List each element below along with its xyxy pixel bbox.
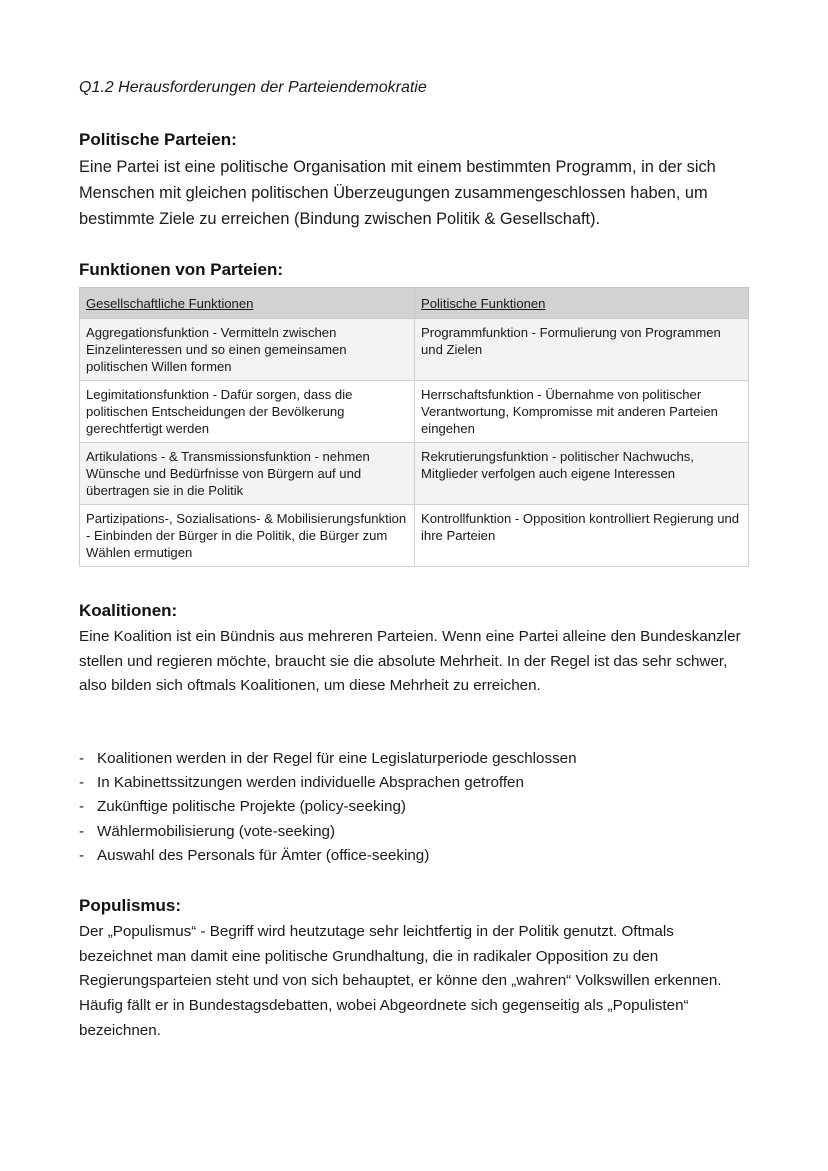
- table-row: [80, 319, 749, 381]
- bullet-dash: -: [79, 822, 85, 840]
- table-cell: Rekrutierungsfunktion - politischer Nachwuchs, Mitglieder verfolgen auch eigene Interessen: [415, 443, 749, 505]
- list-item: [79, 844, 577, 868]
- table-cell: Aggregationsfunktion - Vermitteln zwischen Einzelinteressen und so einen gemeinsamen politischen Willen formen: [80, 319, 415, 381]
- table-row: [80, 443, 749, 505]
- list-item-text: In Kabinettssitzungen werden individuelle Absprachen getroffen: [97, 774, 524, 792]
- functions-table: [79, 287, 749, 567]
- parties-text: Eine Partei ist eine politische Organisation mit einem bestimmten Programm, in der sich Menschen mit gleichen politischen Überzeugungen zusammengeschlossen haben, um bestimmte Ziele zu erreichen (Bindung zwischen Politik & Gesellschaft).: [79, 158, 716, 228]
- functions-heading: Funktionen von Parteien:: [79, 260, 284, 279]
- table-cell: Artikulations - & Transmissionsfunktion - nehmen Wünsche und Bedürfnisse von Bürgern auf und übertragen sie in die Politik: [80, 443, 415, 505]
- table-cell: Programmfunktion - Formulierung von Programmen und Zielen: [415, 319, 749, 381]
- table-row: [80, 381, 749, 443]
- list-item: [79, 747, 577, 771]
- coalitions-heading: Koalitionen:: [79, 601, 178, 620]
- coalition-bullet-list: [79, 747, 577, 868]
- bullet-dash: -: [79, 846, 85, 864]
- list-item-text: Koalitionen werden in der Regel für eine Legislaturperiode geschlossen: [97, 750, 577, 767]
- table-cell: Herrschaftsfunktion - Übernahme von politischer Verantwortung, Kompromisse mit anderen Parteien eingehen: [415, 381, 749, 443]
- column-header-social: Gesellschaftliche Funktionen: [80, 288, 415, 319]
- table-cell: Legimitationsfunktion - Dafür sorgen, dass die politischen Entscheidungen der Bevölkerung gerechtfertigt werden: [80, 381, 415, 443]
- table-row: [80, 505, 749, 567]
- populism-text: Der „Populismus“ - Begriff wird heutzutage sehr leichtfertig in der Politik genutzt. Oftmals bezeichnet man damit eine politische Grundhaltung, die in radikaler Opposition zu den Regierungsparteien steht und von sich behauptet, er könne den „wahren“ Volkswillen erkennen. Häufig fällt er in Bundestagsdebatten, wobei Abgeordnete sich gegenseitig als „Populisten“ bezeichnen.: [79, 923, 722, 1039]
- table-cell: Kontrollfunktion - Opposition kontrolliert Regierung und ihre Parteien: [415, 505, 749, 567]
- list-item-text: Zukünftige politische Projekte (policy-seeking): [97, 798, 406, 816]
- bullet-dash: -: [79, 774, 85, 792]
- table-cell: Partizipations-, Sozialisations- & Mobilisierungsfunktion - Einbinden der Bürger in die Politik, die Bürger zum Wählen ermutigen: [80, 505, 415, 567]
- table-header-row: [80, 288, 749, 319]
- coalitions-text: Eine Koalition ist ein Bündnis aus mehreren Parteien. Wenn eine Partei alleine den Bundeskanzler stellen und regieren möchte, braucht sie die absolute Mehrheit. In der Regel ist das sehr schwer, also bilden sich oftmals Koalitionen, um diese Mehrheit zu erreichen.: [79, 628, 741, 695]
- list-item: [79, 771, 577, 795]
- populism-heading: Populismus:: [79, 896, 182, 915]
- list-item: [79, 820, 577, 844]
- list-item: [79, 795, 577, 819]
- document-title: Q1.2 Herausforderungen der Parteiendemokratie: [79, 79, 427, 96]
- bullet-dash: -: [79, 750, 85, 767]
- list-item-text: Auswahl des Personals für Ämter (office-seeking): [97, 846, 430, 864]
- list-item-text: Wählermobilisierung (vote-seeking): [97, 822, 336, 840]
- column-header-political: Politische Funktionen: [415, 288, 749, 319]
- bullet-dash: -: [79, 798, 85, 816]
- parties-heading: Politische Parteien:: [79, 130, 237, 149]
